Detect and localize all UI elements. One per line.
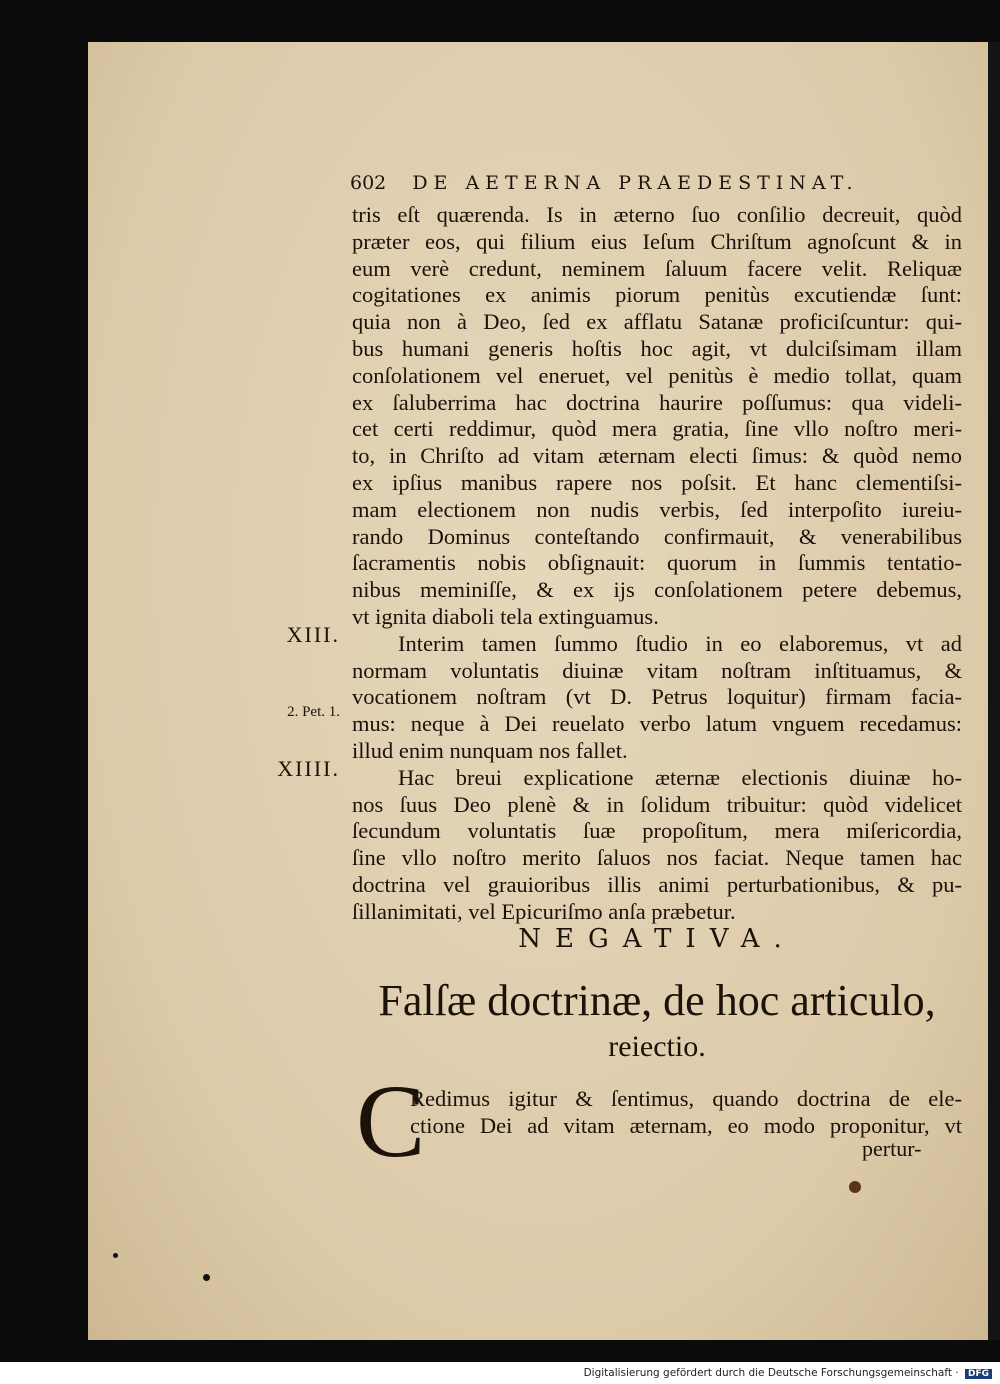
digitization-credit [584,1367,992,1379]
dfg-logo: DFG [965,1369,992,1379]
running-title: DE AETERNA PRAEDESTINAT. [412,172,859,194]
running-header [350,172,910,194]
ink-spot [849,1181,861,1193]
text-line: bus humani generis hoſtis hoc agit, vt dulciſsimam illam [352,335,962,361]
text-line: vt ignita diaboli tela extinguamus. [352,603,659,629]
text-line: vocationem noſtram (vt D. Petrus loquitur) firmam facia- [352,684,962,710]
credit-text: Digitalisierung gefördert durch die Deutsche Forschungsgemeinschaft · [583,1367,959,1379]
text-line: cogitationes ex animis piorum penitùs excutiendæ ſunt: [352,282,962,308]
text-line: ex ſaluberrima hac doctrina haurire poſſumus: qua videli- [352,389,962,415]
closing-paragraph [410,1086,962,1140]
text-line: rando Dominus conteſtando confirmauit, & venerabilibus [352,523,962,549]
text-line: doctrina vel grauioribus illis animi perturbationibus, & pu- [352,871,962,897]
page-number: 602 [350,172,387,194]
margin-section-number: XIII. [286,622,340,647]
ink-spot [113,1253,118,1258]
ink-spot [203,1274,210,1281]
text-line: nibus meminiſſe, & ex ijs conſolationem petere debemus, [352,577,962,603]
body-text [352,202,962,926]
margin-reference: 2. Pet. 1. [287,704,340,720]
catchword: pertur- [862,1136,922,1161]
section-heading: NEGATIVA. [518,924,796,954]
text-line: tris eſt quærenda. Is in æterno ſuo conſilio decreuit, quòd [352,202,962,227]
drop-capital: C [356,1064,426,1179]
text-line: ſacramentis nobis obſignauit: quorum in ſummis tentatio- [352,550,962,576]
text-line: ſillanimitati, vel Epicuriſmo anſa præbetur. [352,898,736,924]
text-line: nos ſuus Deo plenè & in ſolidum tribuitur: quòd videlicet [352,791,962,817]
text-line: mam electionem non nudis verbis, ſed interpoſito iureiu- [352,496,962,522]
text-line: cet certi reddimur, quòd mera gratia, ſine vllo noſtro meri- [352,416,962,442]
text-line: Hac breui explicatione æternæ electionis diuinæ ho- [398,764,962,790]
section-title: Falſæ doctrinæ, de hoc articulo, [378,976,936,1025]
text-line: quia non à Deo, ſed ex afflatu Satanæ proficiſcuntur: qui- [352,309,962,335]
text-line: eum verè credunt, neminem ſaluum facere velit. Reliquæ [352,255,962,281]
text-line: normam voluntatis diuinæ vitam noſtram inſtituamus, & [352,657,962,683]
text-line: Redimus igitur & ſentimus, quando doctrina de ele- [410,1086,962,1111]
text-line: conſolationem vel eneruet, vel penitùs è medio tollat, quam [352,362,962,388]
text-line: mus: neque à Dei reuelato verbo latum vnguem recedamus: [352,711,962,737]
section-subtitle: reiectio. [608,1030,706,1063]
text-line: to, in Chriſto ad vitam æternam electi ſimus: & quòd nemo [352,443,962,469]
text-line: Interim tamen ſummo ſtudio in eo elaboremus, vt ad [398,630,962,656]
page-edge-shadow [988,42,1000,1340]
margin-section-number: XIIII. [277,756,340,781]
text-line: ex ipſius manibus rapere nos poſsit. Et hanc clementiſsi- [352,469,962,495]
text-line: illud enim nunquam nos fallet. [352,737,628,763]
text-line: præter eos, qui filium eius Ieſum Chriſtum agnoſcunt & in [352,228,962,254]
text-line: ſine vllo noſtro merito ſaluos nos faciat. Neque tamen hac [352,845,962,871]
text-line: ſecundum voluntatis ſuæ propoſitum, mera miſericordia, [352,818,962,844]
text-line: ctione Dei ad vitam æternam, eo modo proponitur, vt [410,1112,962,1138]
